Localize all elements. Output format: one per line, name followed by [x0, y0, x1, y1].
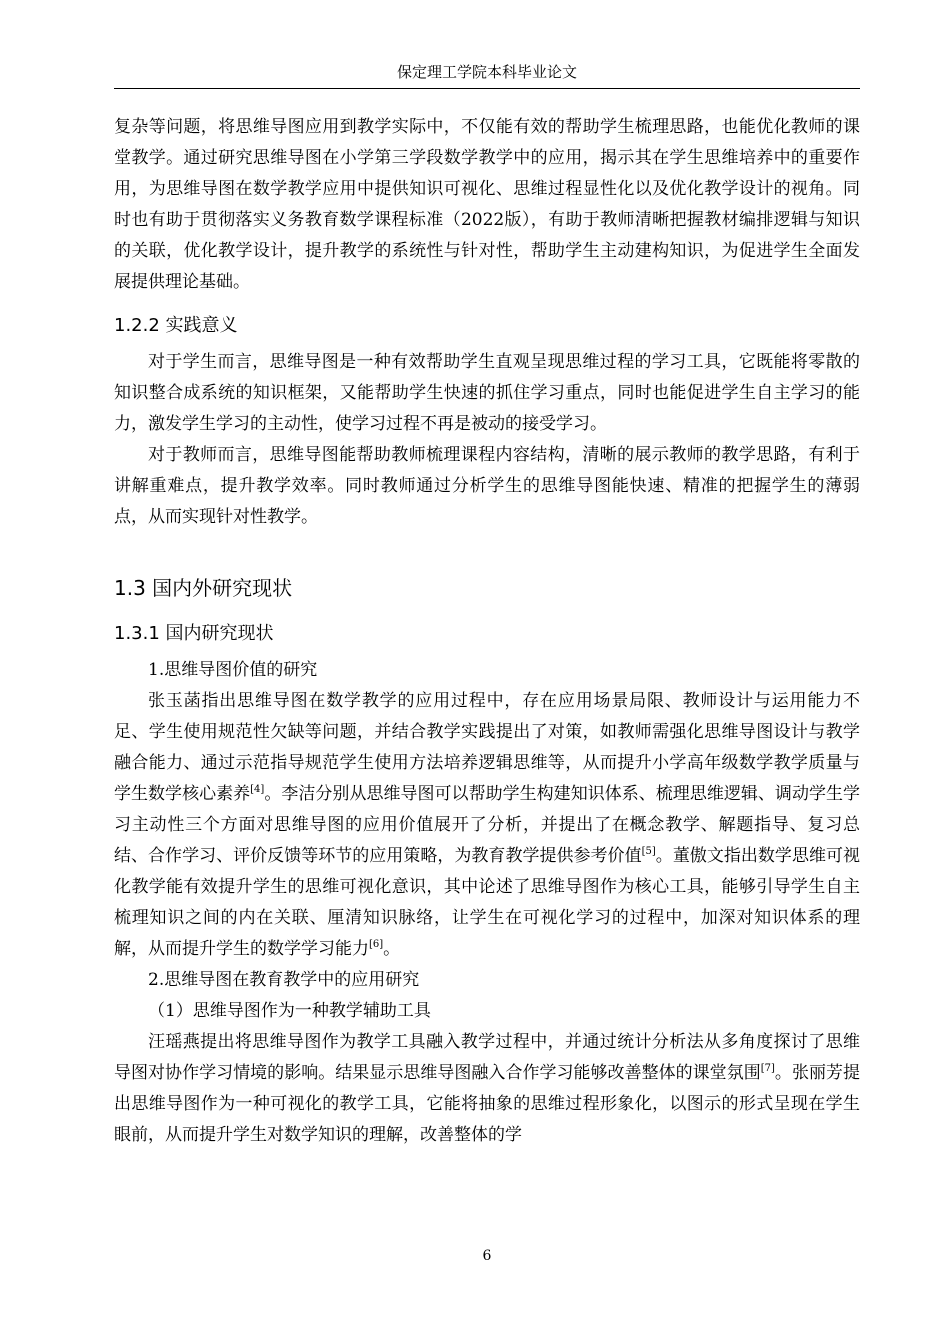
text-segment: 。董傲文指出数学思维可视化教学能有效提升学生的思维可视化意识，其中论述了思维导图作为核心工具，能够引导学生自主梳理知识之间的内在关联、厘清知识脉络，让学生在可视化学习的过程中，加深对知识体系的理解，从而提升学生的数学学习能力	[114, 846, 861, 959]
citation-4: [4]	[250, 784, 265, 795]
paragraph-teachers: 对于教师而言，思维导图能帮助教师梳理课程内容结构，清晰的展示教师的教学思路，有利于讲解重难点，提升教学效率。同时教师通过分析学生的思维导图能快速、精准的把握学生的薄弱点，从而实现针对性教学。	[114, 445, 860, 527]
list-item-1: 1.思维导图价值的研究	[148, 660, 318, 680]
text-segment: 。张丽芳提出思维导图作为一种可视化的教学工具，它能将抽象的思维过程形象化，以图示的形式呈现在学生眼前，从而提升学生对数学知识的理解，改善整体的学	[114, 1063, 861, 1145]
text-segment: 。	[383, 939, 401, 959]
section-heading-1-3-1: 1.3.1 国内研究现状	[114, 623, 274, 644]
citation-7: [7]	[760, 1063, 775, 1074]
list-item-2: 2.思维导图在教育教学中的应用研究	[148, 970, 420, 990]
page-number: 6	[482, 1248, 492, 1264]
paragraph-teaching-tool	[114, 1027, 860, 1151]
section-heading-1-3: 1.3 国内外研究现状	[114, 576, 293, 600]
list-item-2-1: （1）思维导图作为一种教学辅助工具	[148, 1001, 431, 1021]
page-body	[114, 112, 860, 1151]
running-header: 保定理工学院本科毕业论文	[396, 63, 577, 81]
header-rule	[114, 88, 860, 89]
paragraph-continued: 复杂等问题，将思维导图应用到教学实际中，不仅能有效的帮助学生梳理思路，也能优化教师的课堂教学。通过研究思维导图在小学第三学段数学教学中的应用，揭示其在学生思维培养中的重要作用，为思维导图在数学教学应用中提供知识可视化、思维过程显性化以及优化教学设计的视角。同时也有助于贯彻落实义务教育数学课程标准（2022版），有助于教师清晰把握教材编排逻辑与知识的关联，优化教学设计，提升教学的系统性与针对性，帮助学生主动建构知识，为促进学生全面发展提供理论基础。	[114, 117, 860, 292]
section-heading-1-2-2: 1.2.2 实践意义	[114, 315, 238, 336]
citation-5: [5]	[641, 846, 656, 857]
paragraph-value-research	[114, 686, 860, 965]
citation-6: [6]	[369, 939, 384, 950]
paragraph-students: 对于学生而言，思维导图是一种有效帮助学生直观呈现思维过程的学习工具，它既能将零散的知识整合成系统的知识框架，又能帮助学生快速的抓住学习重点，同时也能促进学生自主学习的能力，激发学生学习的主动性，使学习过程不再是被动的接受学习。	[114, 352, 860, 434]
text-segment: 汪瑶燕提出将思维导图作为教学工具融入教学过程中，并通过统计分析法从多角度探讨了思维导图对协作学习情境的影响。结果显示思维导图融入合作学习能够改善整体的课堂氛围	[114, 1032, 860, 1083]
text-segment: 。李洁分别从思维导图可以帮助学生构建知识体系、梳理思维逻辑、调动学生学习主动性三个方面对思维导图的应用价值展开了分析，并提出了在概念教学、解题指导、复习总结、合作学习、评价反馈等环节的应用策略，为教育教学提供参考价值	[114, 784, 861, 866]
text-segment: 张玉菡指出思维导图在数学教学的应用过程中，存在应用场景局限、教师设计与运用能力不足、学生使用规范性欠缺等问题，并结合教学实践提出了对策，如教师需强化思维导图设计与教学融合能力、通过示范指导规范学生使用方法培养逻辑思维等，从而提升小学高年级数学教学质量与学生数学核心素养	[114, 691, 860, 804]
